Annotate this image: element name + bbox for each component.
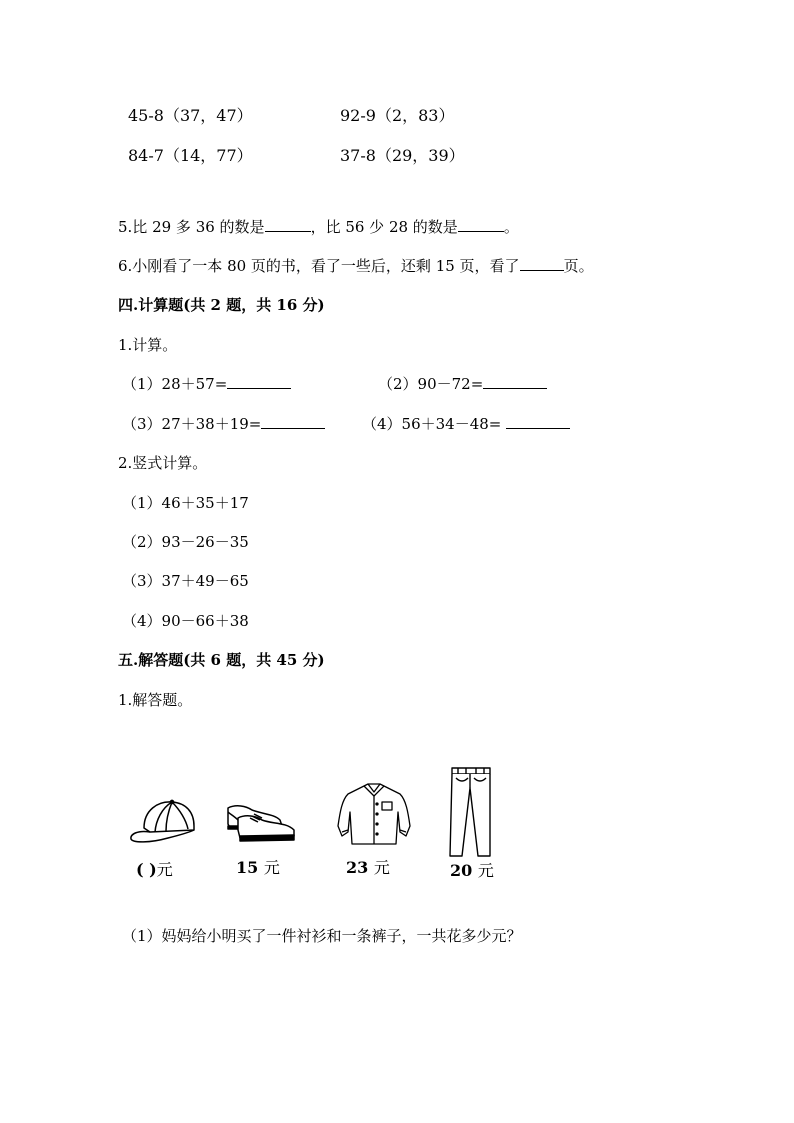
pants-icon [448,766,494,858]
section-5-q1-title: 1.解答题。 [118,691,193,709]
calc-item-3 [122,414,325,434]
question-5-part1: 5.比 29 多 36 的数是 [118,218,265,236]
price-shoes [236,855,280,878]
shirt-icon [336,782,412,846]
answer-blank[interactable] [265,217,311,232]
shoes-icon [224,800,298,842]
section-4-q1-title: 1.计算。 [118,336,178,354]
price-shirt-amount: 23 [346,858,374,877]
question-6-part1: 6.小刚看了一本 80 页的书，看了一些后，还剩 15 页，看了 [118,257,520,275]
answer-blank[interactable] [458,217,504,232]
calc-item-2-text: （2）90－72= [378,375,484,393]
vertical-calc-3: （3）37＋49－65 [122,572,249,590]
price-cap-amount: ( ) [136,860,157,879]
question-5-part2: ，比 56 少 28 的数是 [310,218,458,236]
section-5-q1-sub1: （1）妈妈给小明买了一件衬衫和一条裤子，一共花多少元？ [122,927,522,945]
answer-blank[interactable] [227,374,291,389]
answer-blank[interactable] [520,256,564,271]
price-cap-unit: 元 [156,860,173,879]
answer-blank[interactable] [506,414,570,429]
compare-2-left: 84-7（14，77） [128,146,253,165]
calc-item-1-text: （1）28＋57= [122,375,228,393]
calc-item-4-text: （4）56＋34－48= [362,415,507,433]
price-shirt [346,855,390,878]
price-cap [136,857,173,880]
compare-2-right: 37-8（29，39） [340,146,465,165]
vertical-calc-1: （1）46＋35＋17 [122,494,249,512]
compare-1-left: 45-8（37，47） [128,106,253,125]
calc-item-1 [122,374,291,394]
cap-icon [128,798,196,844]
question-5-part3: 。 [503,218,519,236]
answer-blank[interactable] [261,414,325,429]
vertical-calc-4: （4）90－66＋38 [122,612,249,630]
price-pants [450,858,494,881]
question-6 [118,256,594,276]
calc-item-2 [378,374,547,394]
calc-item-3-text: （3）27＋38＋19= [122,415,262,433]
price-shoes-amount: 15 [236,858,264,877]
price-shoes-unit: 元 [263,858,280,877]
answer-blank[interactable] [483,374,547,389]
compare-1-right: 92-9（2，83） [340,106,455,125]
question-6-part2: 页。 [563,257,594,275]
question-5 [118,217,519,237]
price-shirt-unit: 元 [373,858,390,877]
vertical-calc-2: （2）93－26－35 [122,533,249,551]
price-pants-unit: 元 [477,861,494,880]
calc-item-4 [362,414,570,434]
section-4-q2-title: 2.竖式计算。 [118,454,208,472]
section-5-title: 五.解答题(共 6 题，共 45 分) [118,651,325,669]
section-4-title: 四.计算题(共 2 题，共 16 分) [118,296,325,314]
price-pants-amount: 20 [450,861,478,880]
